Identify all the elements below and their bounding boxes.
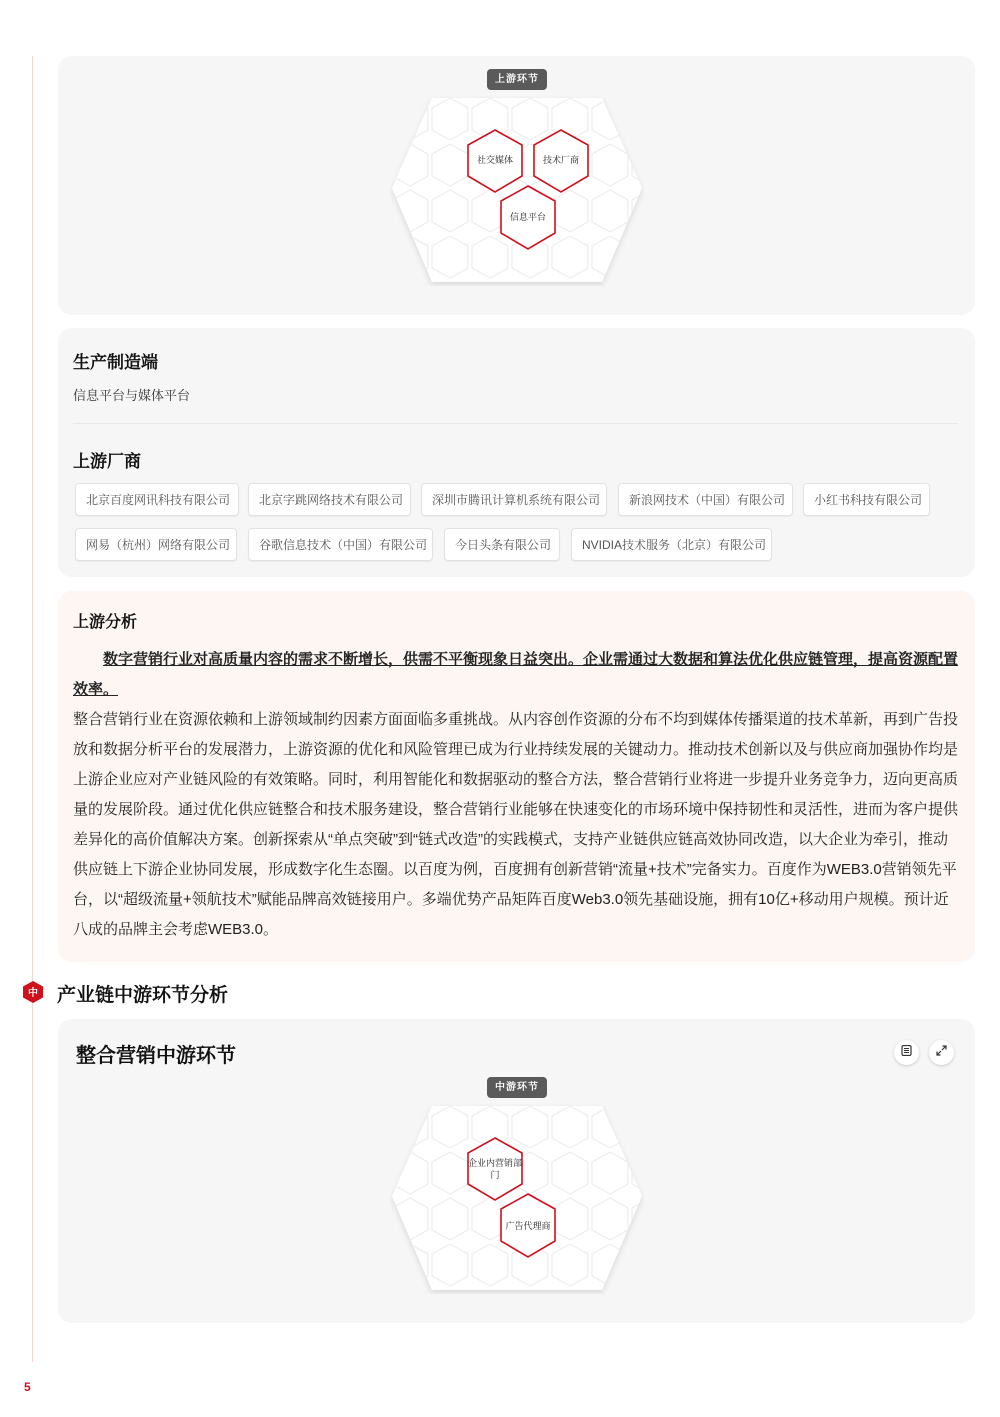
section-divider — [73, 423, 958, 424]
vendors-title: 上游厂商 — [73, 452, 141, 471]
analysis-body — [73, 645, 959, 945]
badge-text: 中 — [28, 988, 38, 999]
node-label-tech-vendor: 技术厂商 — [542, 155, 579, 165]
hexagon-badge-icon — [22, 981, 44, 1003]
midstream-hex-diagram — [390, 1104, 644, 1294]
analysis-lead: 数字营销行业对高质量内容的需求不断增长，供需不平衡现象日益突出。企业需通过大数据和算法优化供应链管理，提高资源配置效率。 — [73, 651, 959, 698]
vendor-tag[interactable]: 北京字跳网络技术有限公司 — [248, 483, 411, 516]
page-number: 5 — [24, 1380, 31, 1394]
node-label-inhouse-marketing: 企业内营销部门 — [467, 1158, 522, 1180]
vendor-tag[interactable]: 小红书科技有限公司 — [803, 483, 930, 516]
production-title: 生产制造端 — [73, 353, 158, 372]
analysis-paragraph: 整合营销行业在资源依赖和上游领域制约因素方面面临多重挑战。从内容创作资源的分布不均到媒体传播渠道的技术革新，再到广告投放和数据分析平台的发展潜力，上游资源的优化和风险管理已成为行业持续发展的关键动力。推动技术创新以及与供应商加强协作均是上游企业应对产业链风险的有效策略。同时，利用智能化和数据驱动的整合方法，整合营销行业将进一步提升业务竞争力，迈向更高质量的发展阶段。通过优化供应链整合和技术服务建设，整合营销行业能够在快速变化的市场环境中保持韧性和灵活性，进而为客户提供差异化的高价值解决方案。创新探索从“单点突破”到“链式改造”的实践模式，支持产业链供应链高效协同改造，以大企业为牵引，推动供应链上下游企业协同发展，形成数字化生态圈。以百度为例，百度拥有创新营销“流量+技术”完备实力。百度作为WEB3.0营销领先平台，以“超级流量+领航技术”赋能品牌高效链接用户。多端优势产品矩阵百度Web3.0领先基础设施，拥有10亿+移动用户规模。预计近八成的品牌主会考虑WEB3.0。 — [73, 711, 959, 938]
vendor-tag[interactable]: 深圳市腾讯计算机系统有限公司 — [421, 483, 607, 516]
left-rule — [32, 56, 33, 1362]
vendor-tag[interactable]: 谷歌信息技术（中国）有限公司 — [248, 528, 433, 561]
midstream-card-title: 整合营销中游环节 — [76, 1045, 236, 1067]
upstream-hex-diagram — [390, 96, 644, 286]
vendor-tag[interactable]: NVIDIA技术服务（北京）有限公司 — [571, 528, 772, 561]
production-text: 信息平台与媒体平台 — [73, 388, 191, 403]
document-icon — [901, 1045, 912, 1056]
vendor-tag[interactable]: 今日头条有限公司 — [444, 528, 560, 561]
vendor-tag[interactable]: 北京百度网讯科技有限公司 — [75, 483, 239, 516]
vendor-tag[interactable]: 网易（杭州）网络有限公司 — [75, 528, 237, 561]
node-label-info-platform: 信息平台 — [509, 212, 546, 222]
node-label-social-media: 社交媒体 — [476, 155, 513, 165]
upstream-stage-label: 上游环节 — [487, 69, 547, 90]
midstream-stage-label: 中游环节 — [487, 1077, 547, 1098]
upstream-analysis-card — [58, 591, 975, 962]
list-view-button[interactable] — [894, 1040, 919, 1065]
midstream-section-title: 产业链中游环节分析 — [57, 985, 229, 1006]
expand-icon — [936, 1045, 947, 1056]
expand-button[interactable] — [929, 1040, 954, 1065]
vendor-tag[interactable]: 新浪网技术（中国）有限公司 — [618, 483, 793, 516]
node-label-ad-agency: 广告代理商 — [505, 1221, 551, 1231]
analysis-title: 上游分析 — [73, 614, 138, 631]
